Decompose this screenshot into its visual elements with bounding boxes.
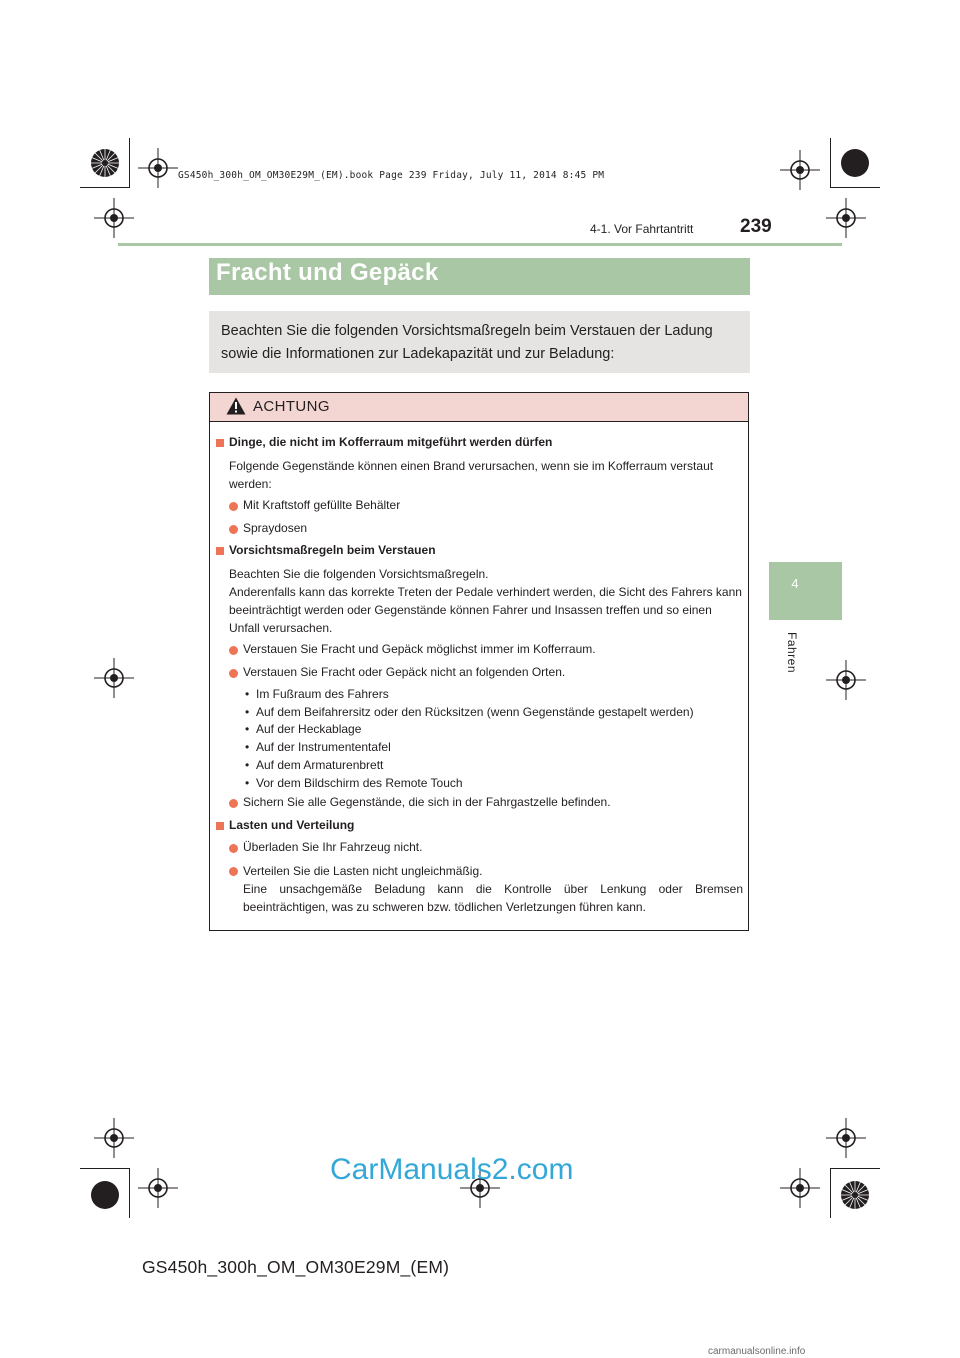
intro-line: sowie die Informationen zur Ladekapazität und zur Beladung:	[221, 346, 615, 362]
section-marker-icon	[216, 547, 224, 555]
paragraph-line: Verteilen Sie die Lasten nicht ungleichmäßig.	[243, 864, 483, 878]
trim-line	[830, 187, 880, 188]
paragraph-line: Eine unsachgemäße Beladung kann die Kontrolle über Lenkung oder Bremsen beeinträchtigen, was zu schweren bzw. tödlichen Verletzungen führen kann.	[243, 882, 743, 914]
sub-list-item: Auf der Heckablage	[256, 722, 362, 736]
registration-sunburst-icon	[90, 148, 120, 178]
crosshair-icon	[138, 148, 178, 188]
sub-list-item: Auf der Instrumententafel	[256, 740, 391, 754]
trim-line	[129, 138, 130, 188]
trim-line	[830, 1168, 880, 1169]
registration-dot-icon	[840, 148, 870, 178]
trim-line	[80, 1168, 130, 1169]
warning-triangle-icon	[226, 397, 246, 415]
crosshair-icon	[94, 198, 134, 238]
list-item: Überladen Sie Ihr Fahrzeug nicht.	[243, 840, 423, 854]
intro-text	[221, 320, 746, 366]
running-header-section: 4-1. Vor Fahrtantritt	[590, 222, 694, 236]
crosshair-icon	[138, 1168, 178, 1208]
warning-title: ACHTUNG	[253, 398, 330, 415]
paragraph-line: Anderenfalls kann das korrekte Treten der Pedale verhindert werden, die Sicht des Fahrers kann beeinträchtigt werden oder Gegenstände können Fahrer und Insassen treffen und so einen Unfall verursachen.	[229, 585, 742, 635]
bullet-icon	[229, 646, 238, 655]
list-item	[243, 862, 743, 916]
chapter-tab-number: 4	[791, 576, 799, 591]
trim-line	[129, 1168, 130, 1218]
sub-bullet-icon: •	[245, 705, 250, 719]
crosshair-icon	[94, 1118, 134, 1158]
footer-site-text: carmanualsonline.info	[708, 1346, 806, 1357]
section-marker-icon	[216, 822, 224, 830]
sub-bullet-icon: •	[245, 722, 250, 736]
bullet-icon	[229, 844, 238, 853]
sub-bullet-icon: •	[245, 740, 250, 754]
sub-list-item: Auf dem Armaturenbrett	[256, 758, 384, 772]
book-info-line: GS450h_300h_OM_OM30E29M_(EM).book Page 239 Friday, July 11, 2014 8:45 PM	[178, 170, 605, 181]
sub-list-item: Vor dem Bildschirm des Remote Touch	[256, 776, 463, 790]
crosshair-icon	[826, 1118, 866, 1158]
sub-bullet-icon: •	[245, 758, 250, 772]
warning-paragraph	[229, 565, 743, 637]
crosshair-icon	[826, 198, 866, 238]
bullet-icon	[229, 525, 238, 534]
bullet-icon	[229, 867, 238, 876]
chapter-tab	[769, 562, 842, 620]
warning-subheading: Dinge, die nicht im Kofferraum mitgeführt werden dürfen	[229, 435, 553, 449]
watermark-text: CarManuals2.com	[330, 1153, 574, 1186]
list-item: Sichern Sie alle Gegenstände, die sich in der Fahrgastzelle befinden.	[243, 795, 611, 809]
trim-line	[80, 187, 130, 188]
list-item: Verstauen Sie Fracht und Gepäck möglichst immer im Kofferraum.	[243, 642, 596, 656]
list-item: Spraydosen	[243, 521, 308, 535]
section-marker-icon	[216, 439, 224, 447]
trim-line	[830, 1168, 831, 1218]
crosshair-icon	[780, 1168, 820, 1208]
crosshair-icon	[826, 660, 866, 700]
list-item: Mit Kraftstoff gefüllte Behälter	[243, 498, 401, 512]
sub-bullet-icon: •	[245, 687, 250, 701]
bullet-icon	[229, 502, 238, 511]
bullet-icon	[229, 799, 238, 808]
sub-bullet-icon: •	[245, 776, 250, 790]
trim-line	[830, 138, 831, 188]
page-title: Fracht und Gepäck	[216, 259, 439, 286]
list-item: Verstauen Sie Fracht oder Gepäck nicht an folgenden Orten.	[243, 665, 566, 679]
warning-subheading: Vorsichtsmaßregeln beim Verstauen	[229, 543, 436, 557]
crosshair-icon	[780, 150, 820, 190]
warning-paragraph: Folgende Gegenstände können einen Brand verursachen, wenn sie im Kofferraum verstaut werden:	[229, 459, 714, 491]
registration-dot-icon	[90, 1180, 120, 1210]
sub-list-item: Auf dem Beifahrersitz oder den Rücksitzen (wenn Gegenstände gestapelt werden)	[256, 705, 694, 719]
registration-sunburst-icon	[840, 1180, 870, 1210]
warning-subheading: Lasten und Verteilung	[229, 818, 355, 832]
page-number: 239	[740, 216, 772, 237]
chapter-tab-label: Fahren	[785, 632, 799, 674]
intro-line: Beachten Sie die folgenden Vorsichtsmaßregeln beim Verstauen der Ladung	[221, 323, 713, 339]
header-rule	[118, 243, 842, 246]
bullet-icon	[229, 669, 238, 678]
sub-list-item: Im Fußraum des Fahrers	[256, 687, 389, 701]
crosshair-icon	[94, 658, 134, 698]
paragraph-line: Beachten Sie die folgenden Vorsichtsmaßregeln.	[229, 567, 489, 581]
footer-doc-code: GS450h_300h_OM_OM30E29M_(EM)	[142, 1257, 450, 1277]
